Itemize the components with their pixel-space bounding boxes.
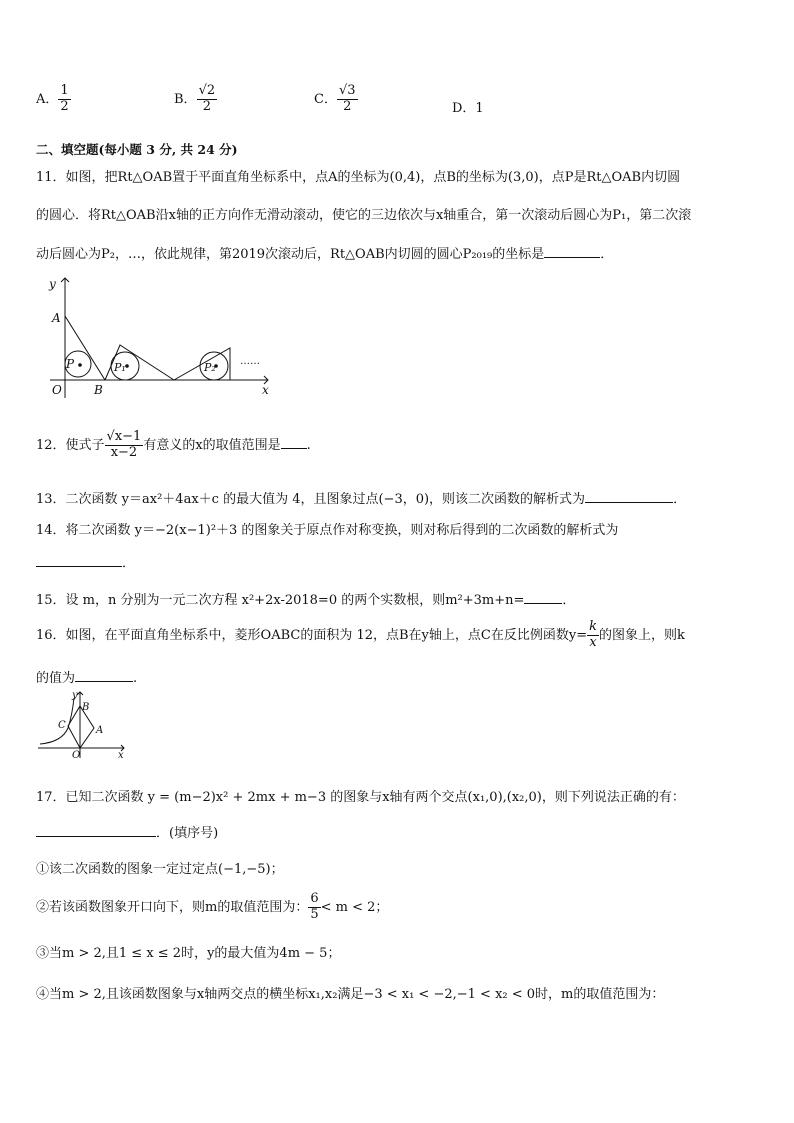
label-a: A: [52, 311, 61, 325]
option-c-label: C．: [314, 91, 337, 107]
label-p1: P₁: [114, 361, 126, 374]
option-b-fraction: [197, 84, 218, 115]
q17-statement-4: ④当m > 2,且该函数图象与x轴两交点的横坐标x₁,x₂满足−3 < x₁ < −2,−1 < x₂ < 0时，m的取值范围为：: [36, 987, 665, 1002]
label-x: x: [262, 383, 269, 397]
fraction-numerator: √2: [198, 83, 216, 98]
label-p2: P₂: [204, 361, 216, 374]
q17-s2-pre: ②若该函数图象开口向下，则m的取值范围为：: [36, 899, 309, 915]
fraction-denominator: 2: [343, 98, 352, 114]
fraction-denominator: x: [589, 634, 597, 650]
answer-blank: [36, 835, 156, 837]
q13-text: 13．二次函数 y＝ax²＋4ax＋c 的最大值为 4，且图象过点(−3，0)，则该二次函数的解析式为: [36, 492, 586, 507]
answer-blank: [281, 447, 307, 449]
fraction-denominator: 2: [60, 98, 69, 114]
triangle-rolled-2: [174, 348, 230, 380]
q11-line1: 11．如图，把Rt△OAB置于平面直角坐标系中，点A的坐标为(0,4)，点B的坐标为(3,0)，点P是Rt△OAB内切圆: [36, 170, 681, 185]
q14-answer: [36, 552, 135, 571]
label-a: A: [96, 725, 104, 736]
center-dot-p: [78, 363, 82, 367]
q17-s2-post: < m < 2；: [320, 899, 389, 915]
q13: [36, 488, 686, 507]
q11-line3-text: 动后圆心为P₂，…，依此规律，第2019次滚动后，Rt△OAB内切圆的圆心P₂₀₁₉的坐标是: [36, 247, 545, 262]
q16-line2: [36, 667, 137, 686]
option-b: [174, 84, 217, 115]
q12-post: 有意义的x的取值范围是: [143, 437, 281, 453]
q14-end: ．: [122, 556, 136, 571]
q17-s2-fraction: [308, 892, 320, 923]
q17-statement-1: ①该二次函数的图象一定过定点(−1,−5)；: [36, 862, 284, 877]
option-d: D．1: [452, 101, 484, 116]
label-b: B: [94, 383, 103, 397]
label-c: C: [58, 720, 66, 731]
option-b-label: B．: [174, 91, 197, 107]
fraction-denominator: 2: [202, 98, 211, 114]
q11-line2: 的圆心．将Rt△OAB沿x轴的正方向作无滑动滚动，使它的三边依次与x轴重合，第一次滚动后圆心为P₁，第二次滚: [36, 208, 692, 223]
answer-blank: [544, 256, 600, 258]
q16-line1-pre: 16．如图，在平面直角坐标系中，菱形OABC的面积为 12，点B在y轴上，点C在反比例函数y=: [36, 627, 588, 643]
option-a: [36, 84, 71, 115]
option-a-label: A．: [36, 91, 59, 107]
q11-line3-end: ．: [600, 247, 614, 262]
hyperbola-curve: [40, 698, 74, 744]
fraction-numerator: √3: [338, 83, 356, 98]
rhombus-figure: [36, 688, 132, 760]
answer-blank: [75, 680, 133, 682]
q12: [36, 430, 311, 461]
section-title: 二、填空题(每小题 3 分, 共 24 分): [36, 142, 238, 157]
q15: [36, 589, 575, 608]
q13-end: ．: [673, 492, 687, 507]
q12-end: .: [306, 437, 311, 453]
option-a-fraction: [58, 84, 70, 115]
q17-statement-2: [36, 892, 388, 923]
fraction-numerator: √x−1: [106, 429, 142, 444]
fraction-numerator: 1: [60, 83, 69, 98]
label-y: y: [49, 277, 56, 291]
answer-blank: [36, 565, 122, 567]
q17-line2: [36, 822, 218, 841]
q15-end: ．: [562, 593, 576, 608]
rolling-triangle-figure: [40, 270, 280, 398]
label-p: P: [66, 357, 75, 371]
label-o: O: [72, 750, 81, 760]
q16-line2-text: 的值为: [36, 671, 76, 686]
q12-pre: 12．使式子: [36, 437, 105, 453]
q16-line1: [36, 620, 685, 651]
q17-statement-3: ③当m > 2,且1 ≤ x ≤ 2时，y的最大值为4m − 5；: [36, 946, 341, 961]
answer-blank: [585, 501, 673, 503]
label-x: x: [118, 750, 124, 760]
option-c-fraction: [337, 84, 358, 115]
q16-line1-post: 的图象上，则k: [598, 627, 685, 643]
q14-text: 14．将二次函数 y＝−2(x−1)²＋3 的图象关于原点作对称变换，则对称后得到的二次函数的解析式为: [36, 523, 619, 538]
q12-fraction: [105, 430, 144, 461]
q15-text: 15．设 m，n 分别为一元二次方程 x²+2x-2018=0 的两个实数根，则m²+3m+n=: [36, 593, 525, 608]
q17-line1: 17．已知二次函数 y = (m−2)x² + 2mx + m−3 的图象与x轴有两个交点(x₁,0),(x₂,0)，则下列说法正确的有：: [36, 790, 685, 805]
fraction-denominator: 5: [310, 906, 319, 922]
q17-line2-end: ．(填序号): [156, 826, 219, 841]
label-dots: ……: [240, 356, 260, 367]
q16-end: .: [133, 671, 138, 686]
fraction-numerator: 6: [310, 891, 319, 906]
option-c: [314, 84, 358, 115]
q11-line3: [36, 243, 613, 262]
fraction-numerator: k: [589, 619, 597, 634]
label-y: y: [72, 690, 78, 701]
fraction-denominator: x−2: [110, 444, 138, 460]
q16-fraction: [587, 620, 599, 651]
label-b: B: [82, 702, 90, 713]
answer-blank: [524, 602, 562, 604]
label-o: O: [52, 383, 62, 397]
